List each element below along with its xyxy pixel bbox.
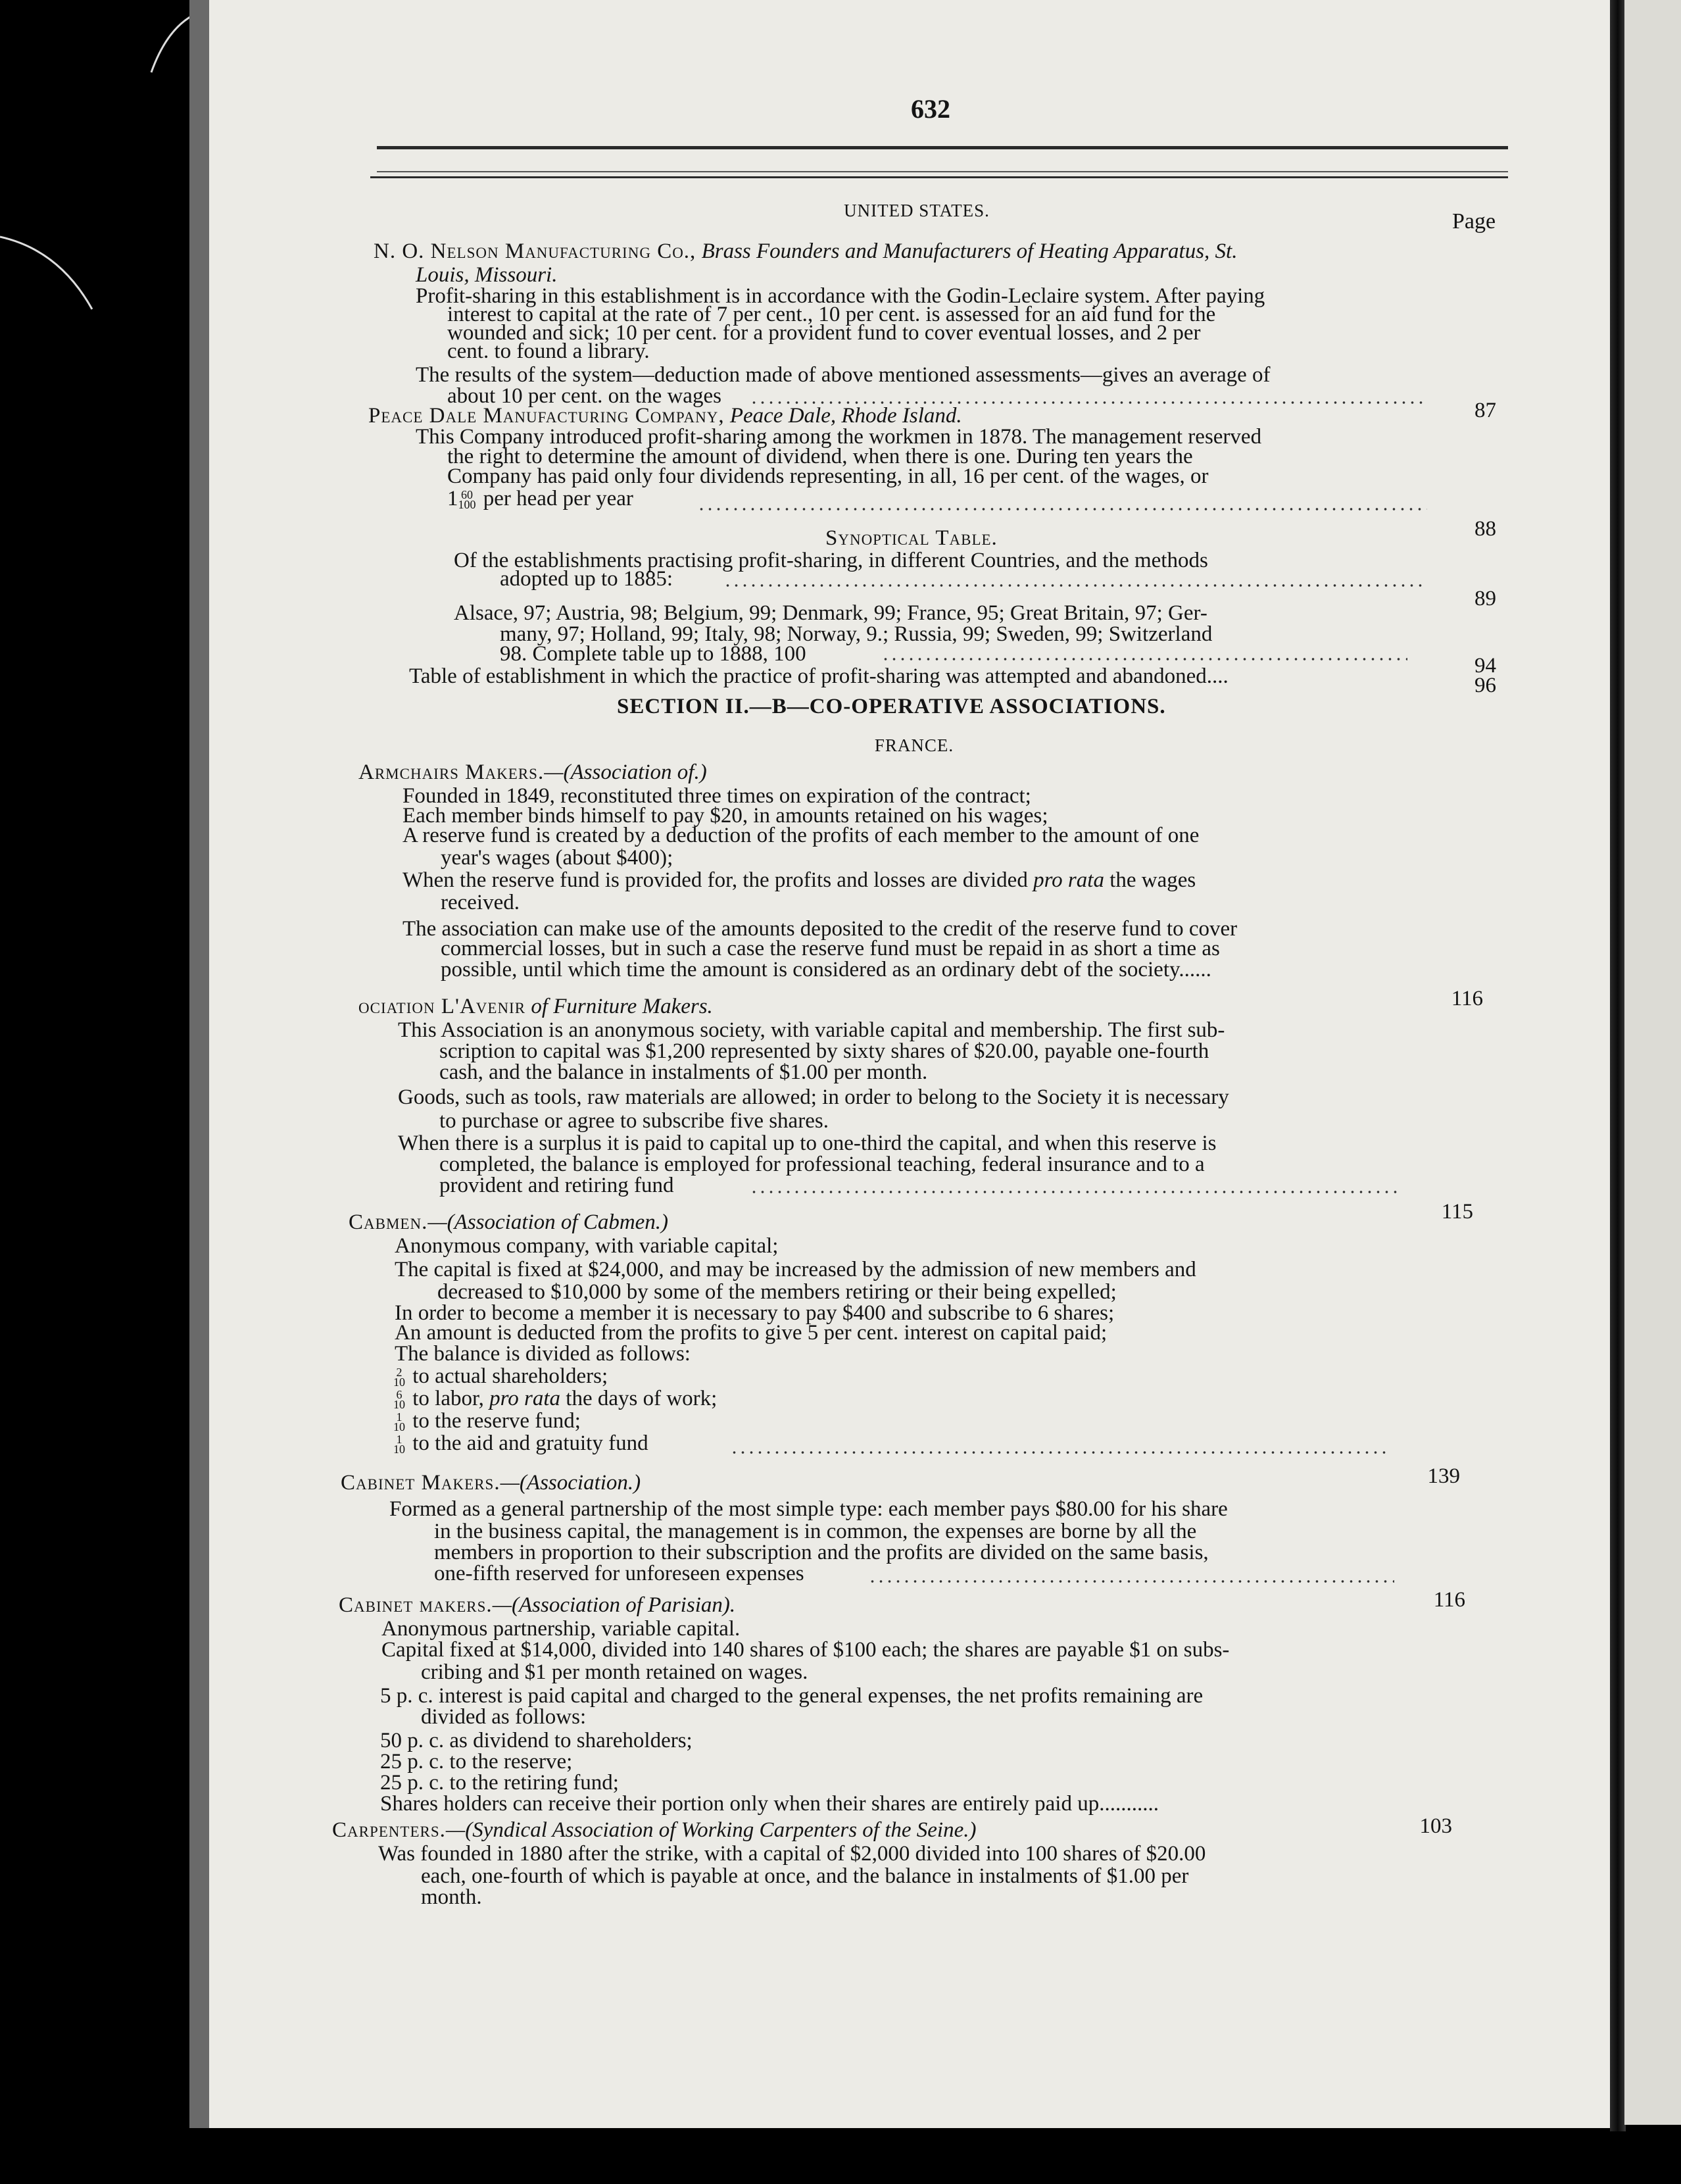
leader-dots bbox=[723, 584, 1427, 587]
cabinet2-line-7: 25 p. c. to the reserve; bbox=[380, 1750, 573, 1774]
peacedale-line-3: Company has paid only four dividends representing, in all, 16 per cent. of the wages, or bbox=[447, 464, 1209, 488]
carpenters-line-1: Was founded in 1880 after the strike, with a capital of $2,000 divided into 100 shares of $20.00 bbox=[378, 1842, 1206, 1866]
nelson-line-2: interest to capital at the rate of 7 per cent., 10 per cent. is assessed for an aid fund for the bbox=[447, 303, 1216, 326]
armchairs-line-4: year's wages (about $400); bbox=[441, 846, 673, 870]
entry-cabinet-makers-heading bbox=[341, 1471, 641, 1495]
nelson-line-4: cent. to found a library. bbox=[447, 339, 650, 363]
synoptical-line-4: many, 97; Holland, 99; Italy, 98; Norway, 9.; Russia, 99; Sweden, 99; Switzerland bbox=[500, 622, 1213, 646]
avenir-line-5: to purchase or agree to subscribe five shares. bbox=[439, 1109, 829, 1133]
line-text: When the reserve fund is provided for, the profits and losses are divided bbox=[402, 868, 1028, 892]
peacedale-line-1: This Company introduced profit-sharing among the workmen in 1878. The management reserved bbox=[416, 425, 1262, 449]
cabinet2-line-9: Shares holders can receive their portion only when their shares are entirely paid up........... bbox=[380, 1792, 1159, 1816]
cabmen-split-1 bbox=[393, 1364, 608, 1388]
entry-subtitle: —(Association.) bbox=[500, 1471, 641, 1495]
facing-page-edge bbox=[1624, 0, 1681, 2125]
avenir-line-6: When there is a surplus it is paid to capital up to one-third the capital, and when this reserve is bbox=[398, 1131, 1217, 1155]
cabinet2-line-6: 50 p. c. as dividend to shareholders; bbox=[380, 1729, 693, 1752]
entry-parisian-cabinet-makers-heading bbox=[339, 1593, 735, 1617]
country-heading-france: FRANCE. bbox=[874, 735, 954, 755]
entry-name: Cabinet Makers. bbox=[341, 1471, 500, 1495]
section-title: SECTION II.—B—CO-OPERATIVE ASSOCIATIONS. bbox=[617, 695, 1166, 718]
cabmen-line-1: Anonymous company, with variable capital; bbox=[395, 1234, 779, 1258]
page-ref-abandoned: 96 bbox=[1474, 674, 1496, 697]
avenir-line-8: provident and retiring fund bbox=[439, 1174, 674, 1197]
cabinet2-line-5: divided as follows: bbox=[421, 1705, 587, 1729]
entry-name: ociation L'Avenir bbox=[358, 995, 526, 1018]
country-heading-us: UNITED STATES. bbox=[844, 201, 990, 220]
page-ref-peacedale: 88 bbox=[1474, 517, 1496, 541]
armchairs-line-2: Each member binds himself to pay $20, in amounts retained on his wages; bbox=[402, 804, 1048, 828]
fraction-denominator: 10 bbox=[393, 1443, 405, 1456]
cabinet1-line-2: in the business capital, the management is in common, the expenses are borne by all the bbox=[434, 1520, 1197, 1543]
entry-carpenters-heading bbox=[332, 1818, 977, 1842]
leader-dots bbox=[750, 1191, 1401, 1193]
synoptical-line-5: 98. Complete table up to 1888, 100 bbox=[500, 642, 806, 666]
fraction-denominator: 10 bbox=[393, 1376, 405, 1389]
armchairs-line-5 bbox=[402, 868, 1196, 892]
nelson-line-1: Profit-sharing in this establishment is in accordance with the Godin-Leclaire system. After paying bbox=[416, 284, 1265, 308]
fraction-numerator: 2 bbox=[396, 1366, 402, 1379]
cabinet1-line-4: one-fifth reserved for unforeseen expenses bbox=[434, 1562, 804, 1585]
armchairs-line-6: received. bbox=[441, 891, 520, 914]
carpenters-line-3: month. bbox=[421, 1885, 482, 1909]
entry-name: Peace Dale Manufacturing Company, bbox=[368, 404, 725, 428]
peacedale-line-2: the right to determine the amount of dividend, when there is one. During ten years the bbox=[447, 445, 1193, 468]
armchairs-line-7: The association can make use of the amounts deposited to the credit of the reserve fund to cover bbox=[402, 917, 1238, 941]
fraction-denominator: 10 bbox=[393, 1420, 405, 1434]
fraction-numerator: 6 bbox=[396, 1388, 402, 1402]
page-ref-cabmen: 139 bbox=[1427, 1464, 1460, 1488]
entry-avenir-heading bbox=[358, 995, 713, 1018]
carpenters-line-2: each, one-fourth of which is payable at once, and the balance in instalments of $1.00 per bbox=[421, 1864, 1189, 1888]
armchairs-line-1: Founded in 1849, reconstituted three times on expiration of the contract; bbox=[402, 784, 1031, 808]
armchairs-line-8: commercial losses, but in such a case the reserve fund must be repaid in as short a time as bbox=[441, 937, 1220, 960]
entry-name: Cabinet makers. bbox=[339, 1593, 493, 1617]
nelson-location: Louis, Missouri. bbox=[416, 263, 558, 287]
page-ref-parisian: 103 bbox=[1419, 1814, 1452, 1838]
fraction-numerator: 1 bbox=[396, 1433, 402, 1447]
avenir-line-3: cash, and the balance in instalments of $1.00 per month. bbox=[439, 1060, 928, 1084]
fraction bbox=[393, 1390, 405, 1410]
nelson-line-6: about 10 per cent. on the wages bbox=[447, 384, 721, 408]
line-text: to the aid and gratuity fund bbox=[412, 1431, 648, 1455]
entry-name: N. O. Nelson Manufacturing Co., bbox=[374, 239, 696, 263]
line-text: the days of work; bbox=[566, 1387, 718, 1410]
cabmen-line-2: The capital is fixed at $24,000, and may be increased by the admission of new members and bbox=[395, 1258, 1196, 1281]
entry-description: Brass Founders and Manufacturers of Heating Apparatus, St. bbox=[701, 239, 1238, 263]
book-gutter bbox=[1610, 0, 1626, 2131]
cabinet1-line-1: Formed as a general partnership of the most simple type: each member pays $80.00 for his share bbox=[389, 1497, 1228, 1521]
cabinet2-line-8: 25 p. c. to the retiring fund; bbox=[380, 1771, 619, 1795]
peacedale-line-4 bbox=[447, 487, 633, 510]
cabmen-line-4: In order to become a member it is necessary to pay $400 and subscribe to 6 shares; bbox=[395, 1301, 1115, 1325]
entry-peacedale-heading bbox=[368, 404, 962, 428]
line-italic: pro rata bbox=[489, 1387, 561, 1410]
entry-subtitle: —(Association of Parisian). bbox=[492, 1593, 736, 1617]
entry-name: Cabmen. bbox=[349, 1210, 428, 1234]
avenir-line-2: scription to capital was $1,200 represented by sixty shares of $20.00, payable one-fourth bbox=[439, 1039, 1209, 1063]
fraction bbox=[458, 490, 476, 510]
line-text: to actual shareholders; bbox=[412, 1364, 608, 1388]
cabmen-line-6: The balance is divided as follows: bbox=[395, 1342, 691, 1366]
cabmen-line-5: An amount is deducted from the profits to give 5 per cent. interest on capital paid; bbox=[395, 1321, 1108, 1345]
entry-name: Carpenters. bbox=[332, 1818, 446, 1842]
line-text: to labor, bbox=[412, 1387, 484, 1410]
cabinet1-line-3: members in proportion to their subscription and the profits are divided on the same basis, bbox=[434, 1541, 1209, 1564]
page-ref-complete-table: 94 bbox=[1474, 654, 1496, 678]
line-italic: pro rata bbox=[1033, 868, 1104, 892]
page-ref-cabinet-makers: 116 bbox=[1433, 1588, 1465, 1612]
avenir-line-1: This Association is an anonymous society, with variable capital and membership. The first sub- bbox=[398, 1018, 1225, 1042]
line-text: the wages bbox=[1109, 868, 1196, 892]
nelson-line-3: wounded and sick; 10 per cent. for a provident fund to cover eventual losses, and 2 per bbox=[447, 321, 1201, 345]
leader-dots bbox=[868, 1580, 1394, 1583]
entry-armchairs-heading bbox=[358, 760, 707, 784]
cabmen-split-4 bbox=[393, 1431, 648, 1455]
entry-subtitle: —(Syndical Association of Working Carpenters of the Seine.) bbox=[445, 1818, 977, 1842]
leader-dots bbox=[697, 508, 1427, 510]
entry-location: Peace Dale, Rhode Island. bbox=[729, 404, 962, 428]
leader-dots bbox=[881, 658, 1407, 660]
header-rule-thin bbox=[377, 171, 1508, 172]
armchairs-line-9: possible, until which time the amount is considered as an ordinary debt of the society...... bbox=[441, 958, 1211, 981]
avenir-line-4: Goods, such as tools, raw materials are allowed; in order to belong to the Society it is necessary bbox=[398, 1085, 1229, 1109]
cabinet2-line-1: Anonymous partnership, variable capital. bbox=[381, 1617, 741, 1641]
synoptical-line-1: Of the establishments practising profit-sharing, in different Countries, and the methods bbox=[454, 549, 1208, 572]
nelson-line-5: The results of the system—deduction made of above mentioned assessments—gives an average of bbox=[416, 363, 1271, 387]
avenir-line-7: completed, the balance is employed for professional teaching, federal insurance and to a bbox=[439, 1153, 1205, 1176]
cabinet2-line-2: Capital fixed at $14,000, divided into 140 shares of $100 each; the shares are payable $1 on subs- bbox=[381, 1638, 1230, 1662]
fraction-numerator: 1 bbox=[396, 1410, 402, 1424]
cabmen-line-3: decreased to $10,000 by some of the members retiring or their being expelled; bbox=[437, 1280, 1117, 1304]
page-ref-synoptical: 89 bbox=[1474, 587, 1496, 610]
page-number: 632 bbox=[911, 94, 950, 124]
page-column-label: Page bbox=[1452, 209, 1496, 234]
line-text: to the reserve fund; bbox=[412, 1409, 581, 1433]
page-ref-armchairs: 116 bbox=[1451, 987, 1483, 1010]
fraction-denominator: 10 bbox=[393, 1398, 405, 1412]
entry-subtitle: —(Association of.) bbox=[544, 760, 707, 784]
fraction bbox=[393, 1412, 405, 1432]
leader-dots bbox=[730, 1451, 1388, 1454]
synoptical-line-3: Alsace, 97; Austria, 98; Belgium, 99; Denmark, 99; France, 95; Great Britain, 97; Ger- bbox=[454, 601, 1207, 625]
synoptical-table-heading: Synoptical Table. bbox=[825, 526, 998, 550]
fraction bbox=[393, 1435, 405, 1454]
entry-subtitle: —(Association of Cabmen.) bbox=[427, 1210, 669, 1234]
whole-number: 1 bbox=[447, 487, 458, 510]
cabinet2-line-4: 5 p. c. interest is paid capital and charged to the general expenses, the net profits remaining are bbox=[380, 1684, 1204, 1708]
cabmen-split-2 bbox=[393, 1387, 717, 1410]
entry-name: Armchairs Makers. bbox=[358, 760, 545, 784]
entry-nelson-heading bbox=[374, 239, 1237, 263]
page-ref-avenir: 115 bbox=[1441, 1200, 1473, 1224]
synoptical-line-6: Table of establishment in which the practice of profit-sharing was attempted and abandoned.... bbox=[409, 664, 1229, 688]
entry-cabmen-heading bbox=[349, 1210, 668, 1234]
fraction bbox=[393, 1368, 405, 1387]
fraction-denominator: 100 bbox=[458, 498, 476, 512]
cabinet2-line-3: cribing and $1 per month retained on wages. bbox=[421, 1660, 808, 1684]
line-text: per head per year bbox=[483, 487, 633, 510]
fraction-numerator: 60 bbox=[461, 488, 473, 502]
header-rule-bottom bbox=[370, 176, 1508, 178]
header-rule-top bbox=[377, 146, 1508, 149]
page-ref-nelson: 87 bbox=[1474, 399, 1496, 422]
synoptical-line-2: adopted up to 1885: bbox=[500, 567, 673, 591]
entry-subtitle: of Furniture Makers. bbox=[531, 995, 713, 1018]
armchairs-line-3: A reserve fund is created by a deduction of the profits of each member to the amount of one bbox=[402, 824, 1200, 847]
cabmen-split-3 bbox=[393, 1409, 581, 1433]
